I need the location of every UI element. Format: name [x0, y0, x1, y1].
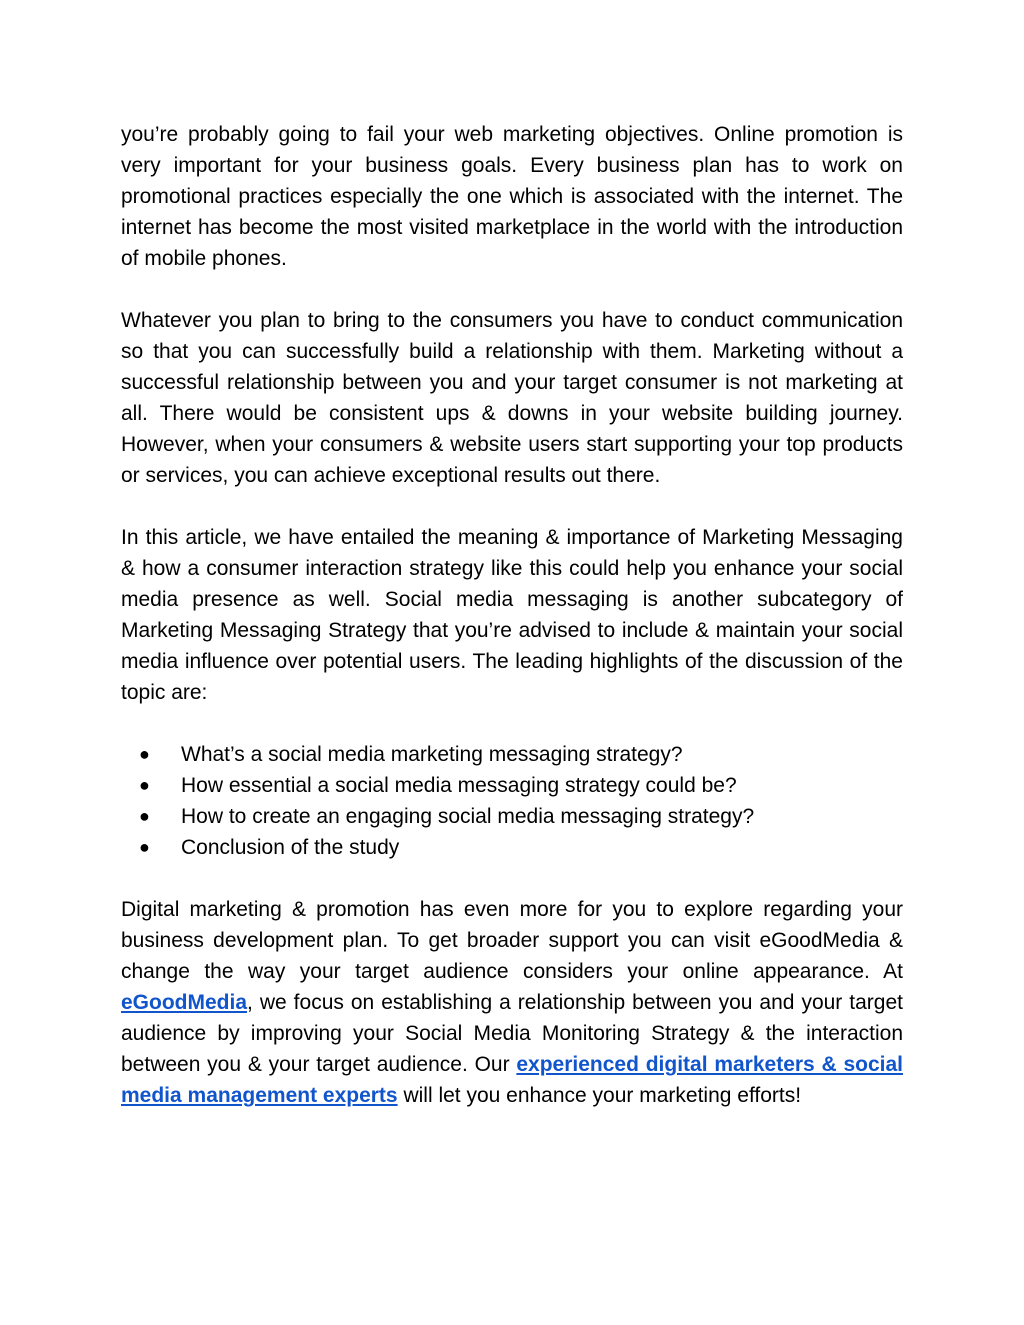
list-item-text: How to create an engaging social media messaging strategy? [181, 805, 755, 828]
document-page [121, 119, 903, 1142]
paragraph-1: you’re probably going to fail your web marketing objectives. Online promotion is very important for your business goals. Every business plan has to work on promotional practices especially the one which is associated with the internet. The internet has become the most visited marketplace in the world with the introduction of mobile phones. [121, 123, 903, 270]
paragraph-final [121, 894, 903, 1111]
list-item-text: What’s a social media marketing messaging strategy? [181, 743, 683, 766]
bullet-icon: ● [139, 837, 150, 857]
list-item [121, 832, 903, 863]
list-item [121, 739, 903, 770]
paragraph-final-text-1: Digital marketing & promotion has even more for you to explore regarding your business development plan. To get broader support you can visit eGoodMedia & change the way your target audience considers your online appearance. At [121, 898, 903, 983]
list-item-text: How essential a social media messaging strategy could be? [181, 774, 737, 797]
highlights-list [121, 739, 903, 863]
bullet-icon: ● [139, 744, 150, 764]
list-item [121, 770, 903, 801]
paragraph-2: Whatever you plan to bring to the consumers you have to conduct communication so that you can successfully build a relationship with them. Marketing without a successful relationship between you and your target consumer is not marketing at all. There would be consistent ups & downs in your website building journey. However, when your consumers & website users start supporting your top products or services, you can achieve exceptional results out there. [121, 309, 903, 487]
egoodmedia-link[interactable]: eGoodMedia [121, 991, 248, 1014]
paragraph-final-text-2: , we focus on establishing a relationship between you and your target audience by improving your Social Media Monitoring Strategy & the interaction between you & your target audience. Our [121, 991, 903, 1076]
bullet-icon: ● [139, 775, 150, 795]
list-item [121, 801, 903, 832]
paragraph-3: In this article, we have entailed the meaning & importance of Marketing Messaging & how a consumer interaction strategy like this could help you enhance your social media presence as well. Social media messaging is another subcategory of Marketing Messaging Strategy that you’re advised to include & maintain your social media influence over potential users. The leading highlights of the discussion of the topic are: [121, 526, 903, 704]
paragraph-final-text-3: will let you enhance your marketing efforts! [397, 1084, 802, 1107]
bullet-icon: ● [139, 806, 150, 826]
list-item-text: Conclusion of the study [181, 836, 400, 859]
experts-link[interactable]: experienced digital marketers & social media management experts [121, 1053, 903, 1107]
